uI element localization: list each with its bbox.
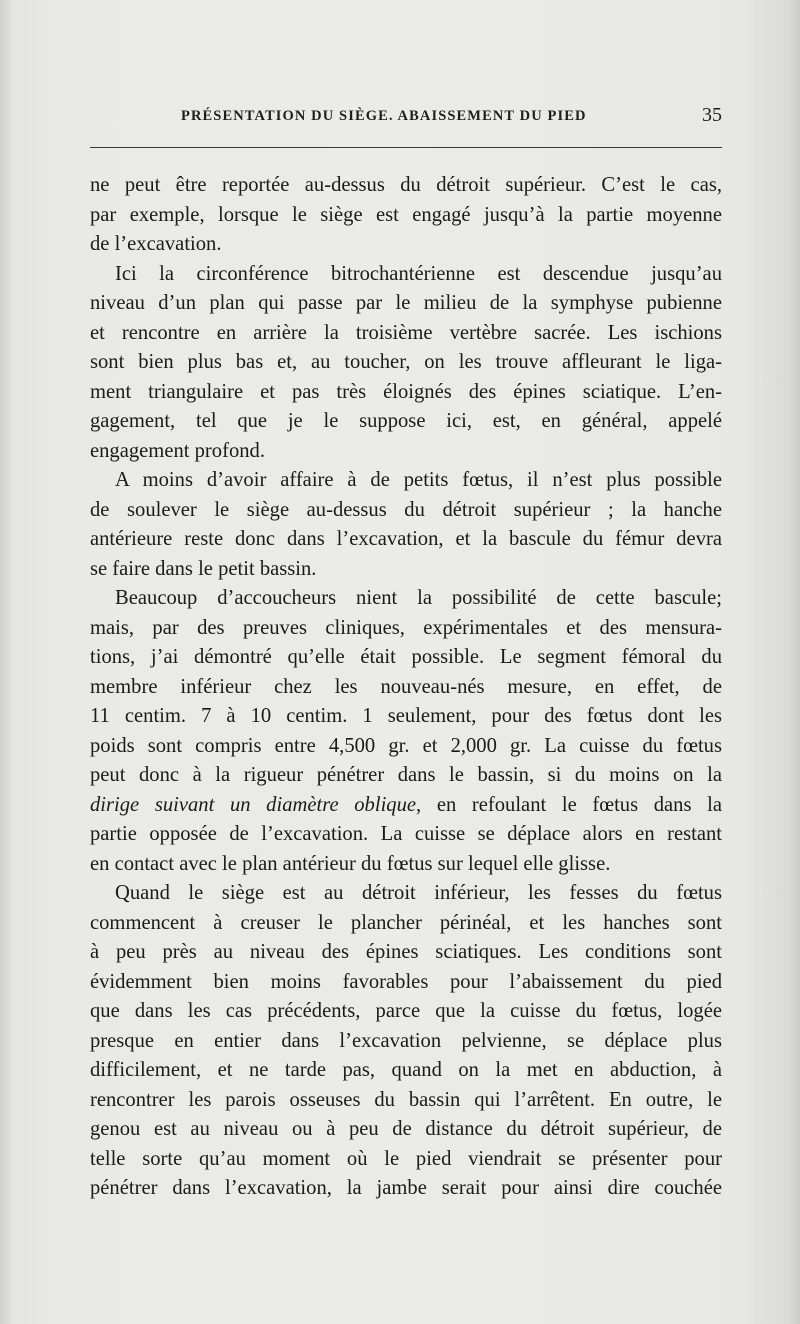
text-line: pénétrer dans l’excavation, la jambe serait pour ainsi dire couchée: [90, 1177, 722, 1199]
text-line: difficilement, et ne tarde pas, quand on la met en abduction, à: [90, 1059, 722, 1081]
text-line: [90, 466, 722, 496]
text-line: genou est au niveau ou à peu de distance du détroit supérieur, de: [90, 1118, 722, 1140]
page-number: 35: [702, 104, 722, 126]
text-line: presque en entier dans l’excavation pelvienne, se déplace plus: [90, 1029, 722, 1052]
text-line: gagement, tel que je le suppose ici, est, en général, appelé: [90, 410, 722, 432]
text-line: antérieure reste donc dans l’excavation, et la bascule du fémur devra: [90, 528, 722, 550]
text-line: partie opposée de l’excavation. La cuisse se déplace alors en restant: [90, 823, 722, 845]
text-line: 11 centim. 7 à 10 centim. 1 seulement, pour des fœtus dont les: [90, 705, 722, 727]
text-line-content: Beaucoup d’accoucheurs nient la possibilité de cette bascule;: [115, 587, 722, 609]
page-header: [90, 104, 722, 134]
text-line: peut donc à la rigueur pénétrer dans le bassin, si du moins on la: [90, 764, 722, 786]
text-line: [90, 879, 722, 909]
text-line: mais, par des preuves cliniques, expérimentales et des mensura-: [90, 616, 722, 639]
text-line: [90, 584, 722, 614]
text-line: évidemment bien moins favorables pour l’abaissement du pied: [90, 970, 722, 993]
text-line: poids sont compris entre 4,500 gr. et 2,000 gr. La cuisse du fœtus: [90, 734, 722, 757]
text-line: commencent à creuser le plancher périnéal, et les hanches sont: [90, 911, 722, 934]
text-line: de soulever le siège au-dessus du détroit supérieur ; la hanche: [90, 498, 722, 521]
text-line-content: Quand le siège est au détroit inférieur, les fesses du fœtus: [115, 882, 722, 904]
body-text: [90, 171, 722, 1204]
text-line: ment triangulaire et pas très éloignés des épines sciatique. L’en-: [90, 380, 722, 403]
text-line: de l’excavation.: [90, 233, 222, 255]
running-head: PRÉSENTATION DU SIÈGE. ABAISSEMENT DU PIED: [181, 108, 587, 124]
header-rule: [90, 147, 722, 148]
text-line: niveau d’un plan qui passe par le milieu de la symphyse pubienne: [90, 292, 722, 314]
text-line: tions, j’ai démontré qu’elle était possible. Le segment fémoral du: [90, 646, 722, 668]
text-line: [90, 791, 722, 821]
text-line: par exemple, lorsque le siège est engagé jusqu’à la partie moyenne: [90, 203, 722, 226]
text-line: se faire dans le petit bassin.: [90, 557, 317, 580]
italic-phrase: dirige suivant un diamètre oblique: [90, 793, 417, 816]
text-line: telle sorte qu’au moment où le pied viendrait se présenter pour: [90, 1147, 722, 1170]
text-line: sont bien plus bas et, au toucher, on les trouve affleurant le liga-: [90, 351, 722, 373]
text-line: engagement profond.: [90, 439, 265, 462]
text-line: en contact avec le plan antérieur du fœtus sur lequel elle glisse.: [90, 852, 611, 875]
text-line: ne peut être reportée au-dessus du détroit supérieur. C’est le cas,: [90, 174, 722, 196]
text-line: membre inférieur chez les nouveau-nés mesure, en effet, de: [90, 675, 722, 698]
text-line: à peu près au niveau des épines sciatiques. Les conditions sont: [90, 941, 722, 963]
text-line: que dans les cas précédents, parce que la cuisse du fœtus, logée: [90, 1000, 722, 1022]
text-line: et rencontre en arrière la troisième vertèbre sacrée. Les ischions: [90, 321, 722, 344]
text-line-content: Ici la circonférence bitrochantérienne est descendue jusqu’au: [115, 262, 722, 285]
text-line-content: , en refoulant le fœtus dans la: [416, 793, 722, 816]
text-line-content: A moins d’avoir affaire à de petits fœtus, il n’est plus possible: [115, 469, 722, 491]
text-line: rencontrer les parois osseuses du bassin qui l’arrêtent. En outre, le: [90, 1088, 722, 1111]
text-line: [90, 260, 722, 290]
